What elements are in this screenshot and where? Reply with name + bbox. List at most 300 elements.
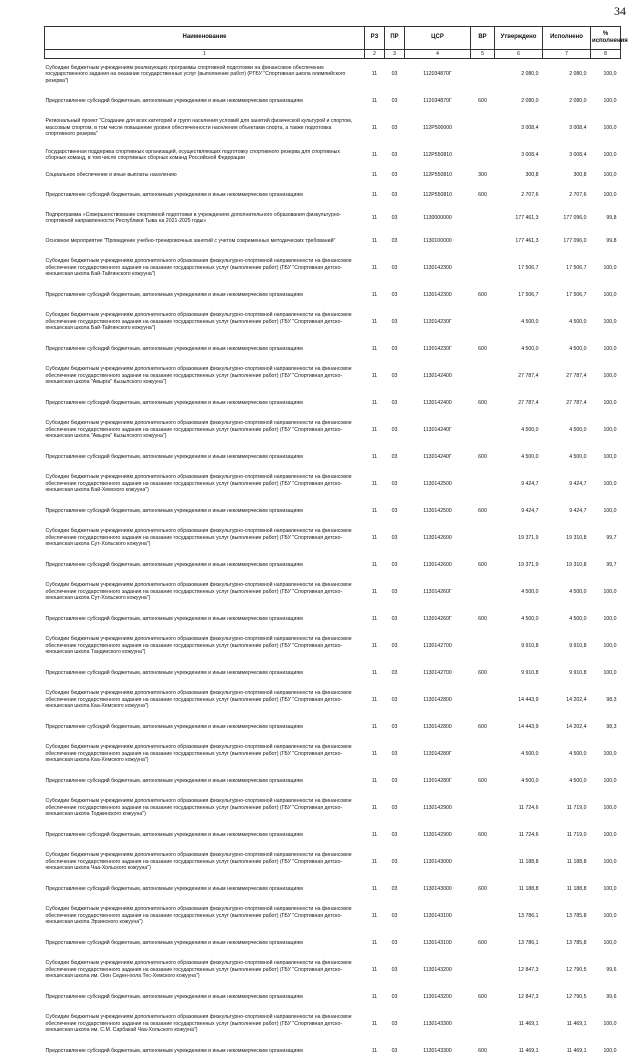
row-executed: 4 500,0 [569,426,587,433]
row-executed: 3 008,4 [569,151,587,158]
row-executed: 2 080,0 [569,71,587,77]
row-executed: 177 096,0 [563,237,587,244]
row-percent: 99,7 [606,534,617,541]
row-pr: 03 [391,1047,398,1054]
row-approved: 9 424,7 [521,507,539,514]
row-name: Предоставление субсидий бюджетным, автономным учреждениям и иным некоммерческим организациям [45,885,303,892]
row-percent: 100,0 [603,804,617,811]
row-approved: 4 500,0 [521,426,539,433]
table-row [45,878,621,901]
row-pr: 03 [391,453,398,460]
row-name: Субсидии бюджетным учреждениям дополнительного образования физкультурно-спортивной направленности на финансовое обеспечение государственного задания на оказание государственных услуг (выполнение работ) (ГБУ "Спортивная детско-юношеская школа Каа-Хемского кожууна") [45,690,352,710]
header-percent: % исполнения [591,27,621,50]
row-rz: 11 [371,1047,378,1054]
row-vr [471,253,495,284]
row-vr: 600 [478,291,487,298]
row-pr: 03 [391,939,398,946]
row-vr [471,415,495,446]
row-percent: 100,0 [603,588,617,595]
row-rz: 11 [371,318,378,325]
row-csr: 1130142700 [423,669,452,676]
row-csr: 113014280Г [423,750,452,757]
table-row [45,469,621,500]
row-pr: 03 [391,318,398,325]
row-pr: 03 [391,615,398,622]
table-row [45,739,621,770]
row-pr: 03 [391,214,398,221]
row-name: Субсидии бюджетным учреждениям дополнительного образования физкультурно-спортивной направленности на финансовое обеспечение государственного задания на оказание государственных услуг (выполнение работ) (ГБУ "Спортивная детско-юношеская школа "Авырга" Кызылского кожууна") [45,366,352,386]
header-rz: РЗ [365,27,385,50]
row-percent: 100,0 [603,912,617,919]
row-vr: 600 [478,777,487,784]
row-name: Предоставление субсидий бюджетным, автономным учреждениям и иным некоммерческим организациям [45,993,303,1000]
row-name: Предоставление субсидий бюджетным, автономным учреждениям и иным некоммерческим организациям [45,291,303,298]
row-vr [471,847,495,878]
row-executed: 300,8 [573,171,587,178]
row-csr: 1130142300 [423,264,452,271]
row-pr: 03 [391,264,398,271]
row-vr: 600 [478,831,487,838]
row-percent: 100,0 [603,291,617,298]
row-rz: 11 [371,264,378,271]
row-executed: 27 787,4 [566,399,587,406]
row-percent: 99,6 [606,993,617,1000]
header-vr: ВР [471,27,495,50]
row-rz: 11 [371,966,378,973]
table-row [45,955,621,986]
row-percent: 100,0 [603,939,617,946]
row-executed: 13 785,8 [566,912,587,919]
row-vr: 300 [478,171,487,178]
row-csr: 113014260Г [423,615,452,622]
row-csr: 1130143300 [423,1047,452,1054]
row-pr: 03 [391,723,398,730]
row-approved: 4 500,0 [521,615,539,622]
row-percent: 100,0 [603,171,617,178]
row-vr [471,307,495,338]
row-rz: 11 [371,804,378,811]
column-number: 3 [385,50,405,59]
row-executed: 12 790,5 [566,966,587,973]
row-csr: 1130142500 [423,507,452,514]
row-rz: 11 [371,615,378,622]
row-executed: 2 080,0 [569,97,587,104]
row-approved: 11 188,8 [518,858,539,865]
row-pr: 03 [391,561,398,568]
table-row [45,253,621,284]
row-csr: 113014230Г [423,345,452,352]
row-csr: 1130143200 [423,993,452,1000]
row-csr: 1130143000 [423,858,452,865]
table-row [45,631,621,662]
row-approved: 4 500,0 [521,588,539,595]
row-executed: 27 787,4 [566,372,587,379]
row-name: Субсидии бюджетным учреждениям дополнительного образования физкультурно-спортивной направленности на финансовое обеспечение государственного задания на оказание государственных услуг (выполнение работ) (ГБУ "Спортивная детско-юношеская школа Чаа-Хольского кожууна") [45,852,352,872]
row-csr: 1130142300 [423,291,452,298]
row-vr: 600 [478,615,487,622]
row-name: Предоставление субсидий бюджетным, автономным учреждениям и иным некоммерческим организациям [45,453,303,460]
row-pr: 03 [391,804,398,811]
row-rz: 11 [371,71,378,77]
row-pr: 03 [391,291,398,298]
row-approved: 177 461,3 [515,237,539,244]
row-vr: 600 [478,453,487,460]
row-approved: 11 469,1 [518,1020,539,1027]
row-pr: 03 [391,534,398,541]
header-approved: Утверждено [495,27,543,50]
row-executed: 14 202,4 [566,696,587,703]
row-approved: 177 461,3 [515,214,539,221]
row-vr: 600 [478,507,487,514]
row-percent: 100,0 [603,71,617,77]
row-pr: 03 [391,71,398,77]
table-row [45,554,621,577]
column-number-row [45,50,621,59]
row-pr: 03 [391,399,398,406]
row-rz: 11 [371,151,378,158]
row-name: Региональный проект "Создание для всех категорий и групп населения условий для занятий физической культурой и спортом, массовым спортом, в том числе повышение уровня обеспеченности населения объектами спорта, а также подготовка спортивного резерва" [45,118,353,138]
row-csr: 1130143300 [423,1020,452,1027]
column-number: 5 [471,50,495,59]
table-row [45,662,621,685]
row-rz: 11 [371,191,378,198]
row-pr: 03 [391,151,398,158]
row-vr [471,144,495,167]
table-row [45,90,621,113]
row-percent: 100,0 [603,426,617,433]
row-executed: 9 910,8 [569,669,587,676]
row-vr: 600 [478,885,487,892]
table-row [45,230,621,253]
header-executed: Исполнено [543,27,591,50]
row-rz: 11 [371,750,378,757]
row-name: Предоставление субсидий бюджетным, автономным учреждениям и иным некоммерческим организациям [45,615,303,622]
budget-table [44,26,628,1063]
row-percent: 100,0 [603,1020,617,1027]
column-number: 7 [543,50,591,59]
table-row [45,1040,621,1063]
row-name: Субсидии бюджетным учреждениям дополнительного образования физкультурно-спортивной направленности на финансовое обеспечение государственного задания на оказание государственных услуг (выполнение работ) (ГБУ "Спортивная детско-юношеская школа им. С.М. Сарбакай Чаа-Хольского кожууна") [45,1014,352,1034]
row-percent: 99,7 [606,561,617,568]
row-csr: 1130143100 [423,939,452,946]
row-percent: 100,0 [603,318,617,325]
table-row [45,415,621,446]
row-pr: 03 [391,237,398,244]
row-pr: 03 [391,696,398,703]
row-rz: 11 [371,426,378,433]
row-executed: 11 719,0 [566,804,587,811]
table-row [45,824,621,847]
row-pr: 03 [391,777,398,784]
row-csr: 1130142400 [423,372,452,379]
row-csr: 1130142600 [423,534,452,541]
row-percent: 100,0 [603,858,617,865]
row-percent: 100,0 [603,372,617,379]
row-name: Субсидии бюджетным учреждениям дополнительного образования физкультурно-спортивной направленности на финансовое обеспечение государственного задания на оказание государственных услуг (выполнение работ) (ГБУ "Спортивная детско-юношеская школа Сут-Хольского кожууна") [45,528,352,548]
column-number: 6 [495,50,543,59]
row-approved: 11 469,1 [518,1047,539,1054]
row-percent: 100,0 [603,777,617,784]
row-csr: 1130143200 [423,966,452,973]
column-number: 8 [591,50,621,59]
row-percent: 100,0 [603,97,617,104]
row-pr: 03 [391,171,398,178]
table-row [45,392,621,415]
table-row [45,500,621,523]
row-approved: 11 724,6 [518,804,539,811]
row-percent: 99,6 [606,966,617,973]
row-name: Государственная поддержка спортивных организаций, осуществляющих подготовку спортивного резерва для спортивных сборных команд, в том числе спортивных сборных команд Российской Федерации [45,148,340,161]
row-rz: 11 [371,885,378,892]
row-approved: 4 500,0 [521,453,539,460]
row-rz: 11 [371,453,378,460]
table-row [45,523,621,554]
row-approved: 13 786,1 [518,912,539,919]
row-name: Субсидии бюджетным учреждениям дополнительного образования физкультурно-спортивной направленности на финансовое обеспечение государственного задания на оказание государственных услуг (выполнение работ) (ГБУ "Спортивная детско-юношеская школа Сут-Хольского кожууна") [45,582,352,602]
row-executed: 4 500,0 [569,777,587,784]
header-name: Наименование [45,27,365,50]
row-name: Субсидии бюджетным учреждениям дополнительного образования физкультурно-спортивной направленности на финансовое обеспечение государственного задания на оказание государственных услуг (выполнение работ) (ГБУ "Спортивная детско-юношеская школа "Авырга" Кызылского кожууна") [45,420,352,440]
row-csr: 112Р550810 [422,151,453,158]
row-vr [471,685,495,716]
row-name: Субсидии бюджетным учреждениям реализующих программы спортивной подготовки на финансовое обеспечение государственного задания на оказание государственных услуг (выполнение работ) (РГБУ "Спортивная школа олимпийского резерва") [45,64,346,84]
row-executed: 11 469,1 [566,1047,587,1054]
row-name: Подпрограмма «Совершенствование спортивной подготовки в учреждениях дополнительного образования физкультурно-спортивной направленности Республики Тыва на 2021-2025 годы» [45,211,342,224]
row-name: Социальное обеспечение и иные выплаты населению [45,171,177,178]
row-name: Субсидии бюджетным учреждениям дополнительного образования физкультурно-спортивной направленности на финансовое обеспечение государственного задания на оказание государственных услуг (выполнение работ) (ГБУ "Спортивная детско-юношеская школа Эрзинского кожууна") [45,906,352,926]
row-executed: 17 506,7 [566,264,587,271]
row-approved: 19 371,9 [518,561,539,568]
row-rz: 11 [371,642,378,649]
table-row [45,446,621,469]
row-csr: 112Р500000 [422,124,453,131]
row-vr [471,207,495,230]
row-percent: 100,0 [603,1047,617,1054]
row-rz: 11 [371,237,378,244]
row-pr: 03 [391,831,398,838]
table-row [45,113,621,144]
row-csr: 113014280Г [423,777,452,784]
row-csr: 113014240Г [423,426,452,433]
row-pr: 03 [391,345,398,352]
row-rz: 11 [371,534,378,541]
row-approved: 4 500,0 [521,345,539,352]
header-csr: ЦСР [405,27,471,50]
row-vr: 600 [478,561,487,568]
row-pr: 03 [391,588,398,595]
table-row [45,284,621,307]
row-csr: 112Р550810 [422,171,453,178]
row-executed: 9 910,8 [569,642,587,649]
row-csr: 1130142800 [423,723,452,730]
row-vr [471,469,495,500]
table-row [45,932,621,955]
row-rz: 11 [371,171,378,178]
row-rz: 11 [371,831,378,838]
row-name: Субсидии бюджетным учреждениям дополнительного образования физкультурно-спортивной направленности на финансовое обеспечение государственного задания на оказание государственных услуг (выполнение работ) (ГБУ "Спортивная детско-юношеская школа Бай-Тайгинского кожууна") [45,258,352,278]
row-percent: 100,0 [603,264,617,271]
row-rz: 11 [371,723,378,730]
row-percent: 100,0 [603,642,617,649]
table-row [45,207,621,230]
row-csr: 1130142800 [423,696,452,703]
table-row [45,167,621,184]
row-percent: 100,0 [603,480,617,487]
row-csr: 1130142600 [423,561,452,568]
row-rz: 11 [371,939,378,946]
row-approved: 2 080,0 [521,71,539,77]
row-name: Субсидии бюджетным учреждениям дополнительного образования физкультурно-спортивной направленности на финансовое обеспечение государственного задания на оказание государственных услуг (выполнение работ) (ГБУ "Спортивная детско-юношеская школа Каа-Хемского кожууна") [45,744,352,764]
row-name: Предоставление субсидий бюджетным, автономным учреждениям и иным некоммерческим организациям [45,561,303,568]
row-percent: 100,0 [603,191,617,198]
row-percent: 100,0 [603,399,617,406]
row-name: Основное мероприятие "Проведение учебно-тренировочных занятий с учетом современных методических требований" [45,237,336,244]
table-row [45,184,621,207]
row-percent: 98,3 [606,723,617,730]
row-approved: 3 008,4 [521,151,539,158]
row-rz: 11 [371,345,378,352]
row-pr: 03 [391,480,398,487]
row-executed: 14 202,4 [566,723,587,730]
row-vr [471,113,495,144]
row-vr [471,59,495,90]
row-executed: 13 785,8 [566,939,587,946]
row-approved: 14 443,9 [518,723,539,730]
row-percent: 100,0 [603,669,617,676]
row-csr: 1130100000 [423,237,452,244]
row-csr: 113014230Г [423,318,452,325]
row-approved: 4 500,0 [521,777,539,784]
row-pr: 03 [391,191,398,198]
row-name: Субсидии бюджетным учреждениям дополнительного образования физкультурно-спортивной направленности на финансовое обеспечение государственного задания на оказание государственных услуг (выполнение работ) (ГБУ "Спортивная детско-юношеская школа Бай-Тайгинского кожууна") [45,312,352,332]
row-executed: 4 500,0 [569,588,587,595]
row-executed: 11 469,1 [566,1020,587,1027]
row-vr: 600 [478,1047,487,1054]
row-approved: 27 787,4 [518,399,539,406]
row-percent: 98,3 [606,696,617,703]
row-csr: 113014240Г [423,453,452,460]
row-approved: 17 506,7 [518,264,539,271]
row-pr: 03 [391,1020,398,1027]
row-percent: 100,0 [603,453,617,460]
header-pr: ПР [385,27,405,50]
row-pr: 03 [391,124,398,131]
row-executed: 19 310,8 [566,534,587,541]
column-number: 1 [45,50,365,59]
row-rz: 11 [371,696,378,703]
row-percent: 100,0 [603,151,617,158]
row-csr: 1130142900 [423,831,452,838]
table-row [45,144,621,167]
row-name: Субсидии бюджетным учреждениям дополнительного образования физкультурно-спортивной направленности на финансовое обеспечение государственного задания на оказание государственных услуг (выполнение работ) (ГБУ "Спортивная детско-юношеская школа Бай-Хемского кожууна") [45,474,352,494]
table-row [45,59,621,90]
row-executed: 4 500,0 [569,318,587,325]
page-number: 34 [614,4,626,18]
row-pr: 03 [391,372,398,379]
table-row [45,608,621,631]
row-rz: 11 [371,669,378,676]
row-pr: 03 [391,966,398,973]
row-approved: 14 443,9 [518,696,539,703]
row-executed: 11 188,8 [566,858,587,865]
row-csr: 1130142500 [423,480,452,487]
row-pr: 03 [391,993,398,1000]
row-csr: 1130142900 [423,804,452,811]
row-rz: 11 [371,372,378,379]
row-rz: 11 [371,1020,378,1027]
table-row [45,770,621,793]
row-approved: 9 910,8 [521,642,539,649]
row-percent: 99,8 [606,214,617,221]
row-name: Предоставление субсидий бюджетным, автономным учреждениям и иным некоммерческим организациям [45,399,303,406]
row-executed: 4 500,0 [569,750,587,757]
row-approved: 9 910,8 [521,669,539,676]
row-name: Предоставление субсидий бюджетным, автономным учреждениям и иным некоммерческим организациям [45,723,303,730]
row-vr: 600 [478,939,487,946]
row-percent: 100,0 [603,507,617,514]
row-csr: 112034870Г [423,71,452,77]
row-vr [471,955,495,986]
row-percent: 100,0 [603,885,617,892]
row-vr [471,631,495,662]
row-name: Субсидии бюджетным учреждениям дополнительного образования физкультурно-спортивной направленности на финансовое обеспечение государственного задания на оказание государственных услуг (выполнение работ) (ГБУ "Спортивная детско-юношеская школа Тандинского кожууна") [45,636,352,656]
table-row [45,338,621,361]
row-name: Предоставление субсидий бюджетным, автономным учреждениям и иным некоммерческим организациям [45,777,303,784]
row-executed: 3 008,4 [569,124,587,131]
row-pr: 03 [391,858,398,865]
row-percent: 100,0 [603,831,617,838]
table-row [45,685,621,716]
row-csr: 113014260Г [423,588,452,595]
row-vr: 600 [478,723,487,730]
row-rz: 11 [371,912,378,919]
row-approved: 12 847,3 [518,966,539,973]
row-rz: 11 [371,124,378,131]
row-vr [471,1009,495,1040]
row-rz: 11 [371,858,378,865]
row-csr: 1130000000 [423,214,452,221]
row-vr [471,577,495,608]
row-vr: 600 [478,399,487,406]
row-rz: 11 [371,993,378,1000]
row-name: Предоставление субсидий бюджетным, автономным учреждениям и иным некоммерческим организациям [45,191,303,198]
row-rz: 11 [371,588,378,595]
row-executed: 177 096,0 [563,214,587,221]
row-name: Предоставление субсидий бюджетным, автономным учреждениям и иным некоммерческим организациям [45,507,303,514]
row-rz: 11 [371,507,378,514]
table-row [45,847,621,878]
row-pr: 03 [391,507,398,514]
row-pr: 03 [391,885,398,892]
row-csr: 112034870Г [423,97,452,104]
row-name: Предоставление субсидий бюджетным, автономным учреждениям и иным некоммерческим организациям [45,831,303,838]
row-executed: 4 500,0 [569,345,587,352]
row-csr: 112Р550810 [422,191,453,198]
row-approved: 11 724,6 [518,831,539,838]
row-csr: 1130142700 [423,642,452,649]
table-row [45,986,621,1009]
row-vr: 600 [478,345,487,352]
table-row [45,361,621,392]
row-executed: 4 500,0 [569,453,587,460]
header-row [45,27,621,50]
row-rz: 11 [371,561,378,568]
row-vr: 600 [478,97,487,104]
row-executed: 4 500,0 [569,615,587,622]
row-percent: 100,0 [603,615,617,622]
row-approved: 3 008,4 [521,124,539,131]
row-approved: 17 506,7 [518,291,539,298]
